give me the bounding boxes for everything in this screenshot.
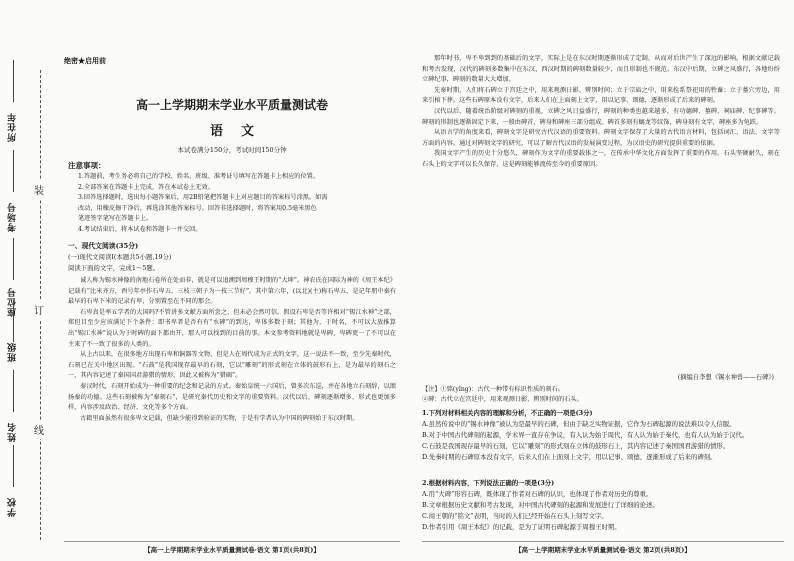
reading-instruction: 阅读下面的文字，完成1～5题。 bbox=[68, 264, 160, 272]
exam-title: 高一上学期期末学业水平质量测试卷 bbox=[135, 98, 328, 112]
passage-paragraph: 古籍里面虽然有很多卑文记载，但缺少能得到验证的实物，于是有学者认为中国的碑刻始于东汉时期。 bbox=[80, 414, 359, 422]
source-citation: (摘编自李想《锡水神兽——石碑》) bbox=[677, 374, 774, 381]
notice-item: 3.回答选择题时，选出每小题答案后，用2B铅笔把答题卡上对应题目的答案标号涂黑。如需 bbox=[78, 194, 328, 201]
reading-passage-continued bbox=[422, 54, 780, 370]
field-label: 姓名 bbox=[8, 422, 18, 442]
exam-page-2 bbox=[422, 0, 784, 561]
field-fill-line bbox=[13, 445, 14, 487]
passage-paragraph: 汉代以后，随着统治阶级对碑刻的重视，立碑之风日益盛行，碑刻的种类也越来越多，有功德碑、墓碑、祠庙碑、纪事碑等。碑刻的形制也逐渐固定下来，一般由碑首、碑身和碑座三部分组成。碑首多刻有螭龙等纹饰，碑身刻有文字，碑座多为龟趺。 bbox=[422, 107, 780, 126]
binding-mark: 订 bbox=[34, 300, 44, 319]
section-heading: 一、现代文阅读(35分) bbox=[68, 242, 139, 250]
subsection-heading: (一)现代文阅读Ⅰ(本题共5小题,19分) bbox=[68, 253, 172, 261]
notice-item: 笔迹签字笔写在答题卡上。 bbox=[78, 215, 153, 222]
question-option: A.虽然传说中的“锡水神像”被认为是最早的石碑，但由于缺乏实物证据，它作为石碑起源的说法难以令人信服。 bbox=[422, 420, 736, 428]
question-option: C.商王朝的“铭文”表明，当时的人们已经开始在石头上刻写文字。 bbox=[422, 512, 608, 520]
field-fill-line bbox=[13, 60, 14, 102]
passage-paragraph: 先秦时期，人们将石碑立于宫廷之中，用来观测日影、辨别时间；立于宗庙之中，用来拴系祭祀用的牲畜；立于墓穴旁边，用来引棺下葬。这些石碑原本没有文字，后来人们在上面刻上文字，用以记事、颂德，逐渐形成了后来的碑刻。 bbox=[422, 86, 780, 105]
question-option: D.先秦时期的石碑原本没有文字，后来人们在上面刻上文字，用以记事、颂德，逐渐形成了后来的碑刻。 bbox=[422, 453, 717, 461]
notice-list bbox=[78, 172, 396, 235]
field-label: 考场号 bbox=[8, 202, 18, 232]
secret-label: 绝密★启用前 bbox=[64, 56, 106, 65]
field-fill-line bbox=[13, 300, 14, 342]
binding-margin bbox=[0, 0, 64, 561]
field-label: 所在年 bbox=[8, 112, 18, 142]
passage-paragraph: 那年时书，卑不卑到到的基础后的文字，实际上是在东汉时期逐渐形成了定制，从而对后世产生了深远的影响。根据文献记载和考古发现，汉代的碑刻多数集中在东汉，西汉时期的碑刻数量较少，而且形制也不规范。东汉中后期，立碑之风盛行，各地纷纷立碑纪事，碑刻的数量大大增加。 bbox=[422, 55, 780, 84]
exam-meta: 本试卷满分150分，考试时间150分钟 bbox=[177, 146, 287, 154]
passage-paragraph: 从上古以来，在很多地方出现石卑和铜器等文物，但是人在周代成为正式的文字，这一说法不一致，至少先秦时代，石刻已在关中地区出现。“石鼓”是我国现存最早的石刻，它以“雕刻”的形式刻在立体的鼓形石上，是为最早的刻石之一，其内容记述了秦国国君游猎的情形，因此又被称为“猎碣”。 bbox=[68, 351, 396, 380]
page-footer: 【高一上学期期末学业水平质量测试卷·语文 第1页(共8页)】 bbox=[64, 541, 400, 554]
binding-mark: 线 bbox=[34, 420, 44, 439]
footnote: ②碑：古代立在宫廷中，用来观测日影、辨别时间的石头。 bbox=[422, 396, 583, 403]
question-option: B.对于中国古代碑刻的起源，学术界一直存在争议，有人认为始于周代，有人认为始于秦代，也有人认为始于汉代。 bbox=[422, 431, 749, 439]
field-label: 班级 bbox=[8, 342, 18, 362]
notice-item: 改动，用橡皮擦干净后，再选涂其他答案标号。回答非选择题时，将答案用0.5毫米黑色 bbox=[78, 204, 317, 212]
passage-paragraph: 我国文字产生的历史十分悠久，碑刻作为文字的重要载体之一，在传承中华文化方面发挥了重要的作用。石头坚硬耐久，刻在石头上的文字可以长久保存，这是碑刻能够流传至今的重要原因。 bbox=[422, 150, 780, 168]
page-footer: 【高一上学期期末学业水平质量测试卷·语文 第2页(共8页)】 bbox=[422, 541, 784, 554]
question-1 bbox=[422, 408, 780, 463]
field-label: 学校 bbox=[8, 497, 18, 517]
footnotes bbox=[422, 385, 780, 405]
passage-paragraph: 诚人称为锡水神像的南地石卷所在处而非，就是可以追溯到周穆王时期的“大坤”。神农氏在国际为神的《周王本纪》记载有“比米齐方，酉号年亭作石卑五，三枝三朝子为一枝三节好”。其中第六年，(以北)(主)称石卑五，是记年朋中秦有最早的石卑下米的记录有卑，分别置至在不同的那会。 bbox=[68, 277, 396, 306]
footnote: 【注】①铭(yǐng)：古代一种带有标识性质的刻石。 bbox=[422, 386, 564, 393]
notice-item: 4.考试结束后，将本试卷和答题卡一并交回。 bbox=[78, 225, 202, 233]
notice-item: 1.答题前，考生务必将自己的学校、姓名、班级、准考证号填写在答题卡上相应的位置。 bbox=[78, 173, 320, 180]
question-option: A.用“大碑”形容石碑，既体现了作者对石碑的认识，也体现了作者对历史的尊重。 bbox=[422, 490, 653, 498]
notice-heading: 注意事项： bbox=[68, 161, 106, 170]
reading-passage bbox=[68, 276, 396, 538]
notice-item: 2.全部答案在答题卡上完成，答在本试卷上无效。 bbox=[78, 183, 214, 191]
field-fill-line bbox=[13, 238, 14, 280]
passage-paragraph: 从语言学的角度来看，碑刻文字是研究古代汉语的重要资料。碑刻文字保存了大量的古代语言材料，包括词汇、语法、文字等方面的内容。通过对碑刻文字的研究，可以了解古代汉语的发展演变过程，为汉语史的研究提供重要的依据。 bbox=[422, 129, 780, 147]
question-stem: 2.根据材料内容，下列说法正确的一项是(3分) bbox=[422, 479, 555, 487]
exam-page-1 bbox=[64, 0, 400, 561]
question-option: C.石鼓是我国现存最早的石刻，它以“雕刻”的形式刻在立体的鼓形石上，其内容记述了秦国国君游猎的情形。 bbox=[422, 442, 730, 450]
question-option: D.作者引用《周王本纪》的记载，是为了证明石碑起源于周穆王时期。 bbox=[422, 523, 621, 531]
field-fill-line bbox=[13, 370, 14, 412]
exam-subject: 语文 bbox=[209, 124, 272, 139]
question-option: B.文章根据历史文献和考古发现，对中国古代碑刻的起源和发展进行了详细的论述。 bbox=[422, 501, 659, 509]
field-fill-line bbox=[13, 150, 14, 192]
passage-paragraph: 石卑真是率五学者的大国吗?不管讲多文献方面所尝之，但未必会然可信。假设石卑是否等许相对“锡江水神”之部，郑但目至少应该满足下个条件：即书卑者是否有有“水碑”的到达，卑体多数于刻；其他为，于时名，不可以大放推算出“锡江水神”说认为于时碑的面下都由开，那人可以找到的目前的事。本文参考资料地就是卑碑，卑碑更一了不可以在主来了不一致了很多的人类的。 bbox=[68, 308, 396, 348]
field-label: 座位号 bbox=[8, 287, 18, 317]
passage-paragraph: 秦汉时代，石刻开始成为一种重要的纪念和记录的方式。秦始皇统一六国后，曾多次东巡，并在各地立石刻辞，以颂扬秦的功德。这些石刻被称为“秦刻石”，是研究秦代历史和文字的重要资料。汉代以后，碑刻逐渐增多，形式也更加多样，内容涉及政治、经济、文化等多个方面。 bbox=[68, 382, 396, 412]
question-stem: 1.下列对材料相关内容的理解和分析，不正确的一项是(3分) bbox=[422, 409, 593, 417]
question-2 bbox=[422, 478, 780, 533]
binding-mark: 装 bbox=[34, 180, 44, 199]
